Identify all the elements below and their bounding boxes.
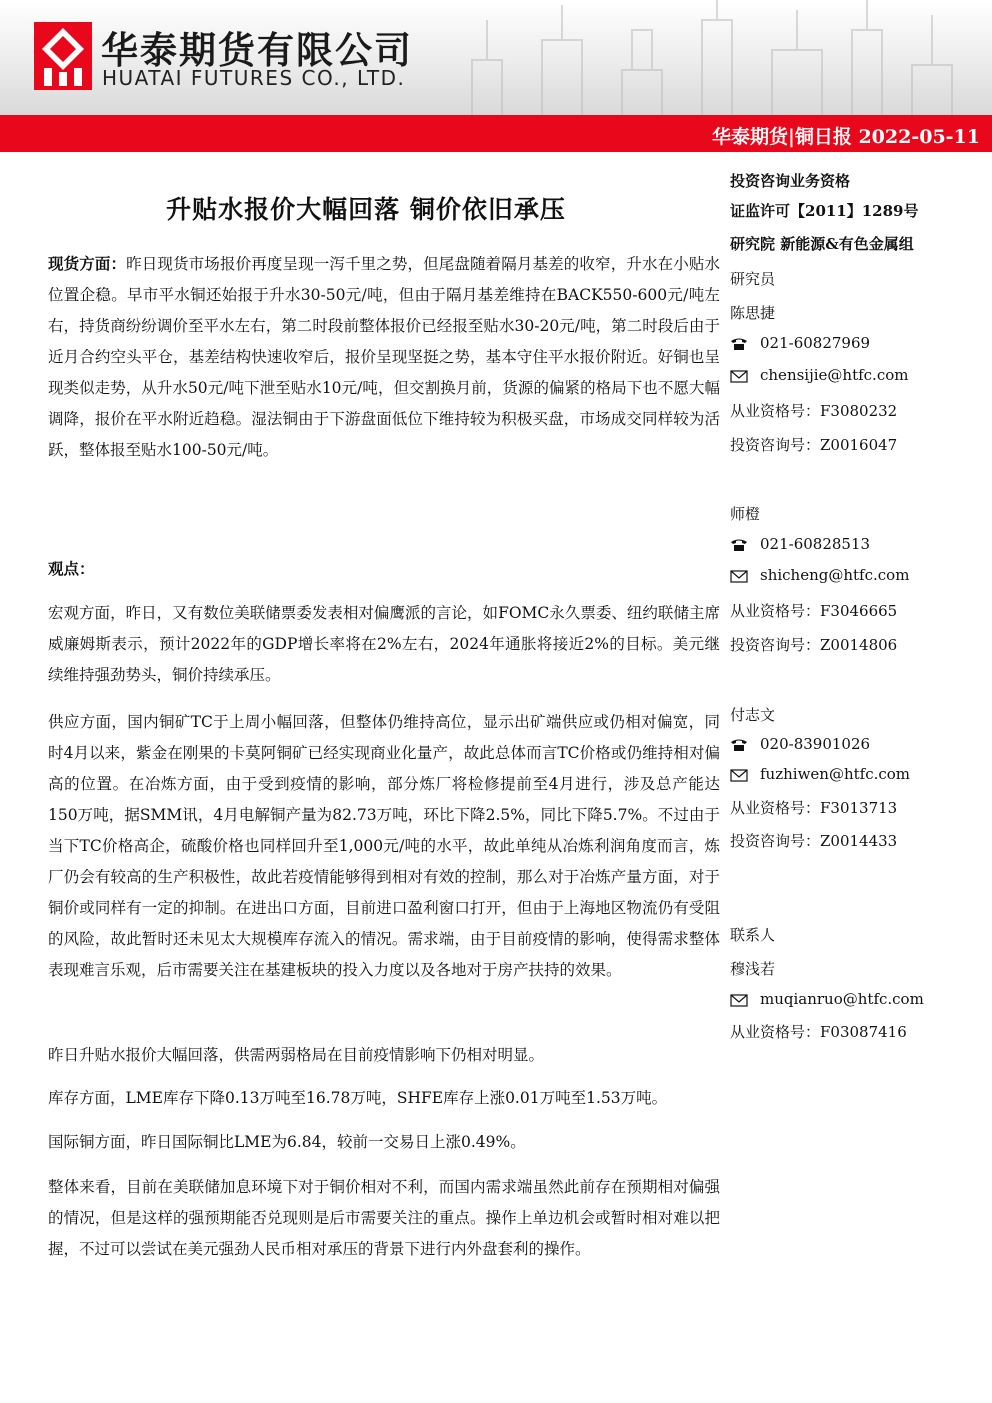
report-title: 升贴水报价大幅回落 铜价依旧承压 — [166, 195, 566, 224]
premium-paragraph: 昨日升贴水报价大幅回落，供需两弱格局在目前疫情影响下仍相对明显。 — [48, 1046, 545, 1064]
spot-paragraph — [48, 248, 720, 466]
researcher-name: 付志文 — [730, 706, 776, 724]
contact-label: 联系人 — [730, 926, 776, 944]
researcher-phone: 020-83901026 — [760, 735, 871, 753]
researcher-practice-number: 从业资格号：F3080232 — [730, 402, 898, 420]
researcher-email[interactable]: chensijie@htfc.com — [760, 366, 909, 384]
researcher-phone-row — [730, 334, 870, 352]
researcher-advisory-number: 投资咨询号：Z0016047 — [730, 436, 898, 454]
phone-icon — [730, 535, 750, 553]
email-icon — [730, 566, 750, 584]
company-name-cn: 华泰期货有限公司 — [101, 29, 413, 72]
contact-name: 穆浅若 — [730, 960, 776, 978]
researcher-phone-row — [730, 535, 870, 553]
huatai-logo-icon — [34, 22, 92, 90]
email-icon — [730, 990, 750, 1008]
researcher-phone: 021-60827969 — [760, 334, 871, 352]
company-name-en: HUATAI FUTURES CO., LTD. — [102, 66, 406, 90]
contact-email-row[interactable] — [730, 990, 924, 1008]
researcher-advisory-number: 投资咨询号：Z0014806 — [730, 636, 898, 654]
spot-label: 现货方面： — [48, 254, 127, 273]
view-label: 观点： — [48, 559, 95, 578]
researcher-name: 师橙 — [730, 505, 761, 523]
contact-email[interactable]: muqianruo@htfc.com — [760, 990, 924, 1008]
researcher-practice-number: 从业资格号：F3046665 — [730, 602, 898, 620]
inventory-paragraph: 库存方面，LME库存下降0.13万吨至16.78万吨，SHFE库存上涨0.01万吨至1.53万吨。 — [48, 1089, 668, 1107]
supply-paragraph: 供应方面，国内铜矿TC于上周小幅回落，但整体仍维持高位，显示出矿端供应或仍相对偏宽，同时4月以来，紫金在刚果的卡莫阿铜矿已经实现商业化量产，故此总体而言TC价格或仍维持相对偏高的位置。在冶炼方面，由于受到疫情的影响，部分炼厂将检修提前至4月进行，涉及总产能达150万吨，据SMM讯，4月电解铜产量为82.73万吨，环比下降2.5%，同比下降5.7%。不过由于当下TC价格高企，硫酸价格也同样回升至1,000元/吨的水平，故此单纯从冶炼利润角度而言，炼厂仍会有较高的生产积极性，故此若疫情能够得到相对有效的控制，那么对于冶炼产量方面，对于铜价或同样有一定的抑制。在进出口方面，目前进口盈利窗口打开，但由于上海地区物流仍有受阻的风险，故此暂时还未见太大规模库存流入的情况。需求端，由于目前疫情的影响，使得需求整体表现难言乐观，后市需要关注在基建板块的投入力度以及各地对于房产扶持的效果。 — [48, 713, 720, 979]
macro-paragraph: 宏观方面，昨日，又有数位美联储票委发表相对偏鹰派的言论，如FOMC永久票委、纽约联储主席威廉姆斯表示，预计2022年的GDP增长率将在2%左右，2024年通胀将接近2%的目标。美元继续维持强劲势头，铜价持续承压。 — [48, 604, 720, 684]
researcher-practice-number: 从业资格号：F3013713 — [730, 799, 898, 817]
institute: 研究院 新能源&有色金属组 — [730, 235, 914, 253]
skyline-graphic — [432, 0, 992, 115]
contact-practice-number: 从业资格号：F03087416 — [730, 1023, 907, 1041]
report-bar — [0, 115, 992, 152]
researcher-name: 陈思捷 — [730, 304, 776, 322]
report-line: 华泰期货|铜日报 2022-05-11 — [711, 126, 980, 148]
intl-copper-paragraph: 国际铜方面，昨日国际铜比LME为6.84，较前一交易日上涨0.49%。 — [48, 1133, 526, 1151]
email-icon — [730, 765, 750, 783]
page-header — [0, 0, 992, 115]
qualification: 投资咨询业务资格 — [730, 172, 851, 190]
researcher-email-row[interactable] — [730, 765, 910, 783]
researcher-phone-row — [730, 735, 870, 753]
researcher-label: 研究员 — [730, 270, 776, 288]
license-number: 证监许可【2011】1289号 — [730, 202, 919, 220]
researcher-email-row[interactable] — [730, 566, 909, 584]
phone-icon — [730, 334, 750, 352]
spot-text: 昨日现货市场报价再度呈现一泻千里之势，但尾盘随着隔月基差的收窄，升水在小贴水位置企稳。早市平水铜还始报于升水30-50元/吨，但由于隔月基差维持在BACK550-600元/吨左右，持货商纷纷调价至平水左右，第二时段前整体报价已经报至贴水30-20元/吨，第二时段后由于近月合约空头平仓，基差结构快速收窄后，报价呈现坚挺之势，基本守住平水报价附近。好铜也呈现类似走势，从升水50元/吨下泄至贴水10元/吨，但交割换月前，货源的偏紧的格局下也不愿大幅调降，报价在平水附近趋稳。湿法铜由于下游盘面低位下维持较为积极买盘，市场成交同样较为活跃，整体报至贴水100-50元/吨。 — [48, 255, 720, 459]
email-icon — [730, 366, 750, 384]
researcher-email[interactable]: shicheng@htfc.com — [760, 566, 910, 584]
researcher-email[interactable]: fuzhiwen@htfc.com — [760, 765, 911, 783]
researcher-advisory-number: 投资咨询号：Z0014433 — [730, 832, 898, 850]
researcher-email-row[interactable] — [730, 366, 908, 384]
view-heading — [48, 553, 720, 585]
overall-paragraph: 整体来看，目前在美联储加息环境下对于铜价相对不利，而国内需求端虽然此前存在预期相对偏强的情况，但是这样的强预期能否兑现则是后市需要关注的重点。操作上单边机会或暂时相对难以把握，不过可以尝试在美元强劲人民币相对承压的背景下进行内外盘套利的操作。 — [48, 1178, 720, 1258]
researcher-phone: 021-60828513 — [760, 535, 871, 553]
phone-icon — [730, 735, 750, 753]
